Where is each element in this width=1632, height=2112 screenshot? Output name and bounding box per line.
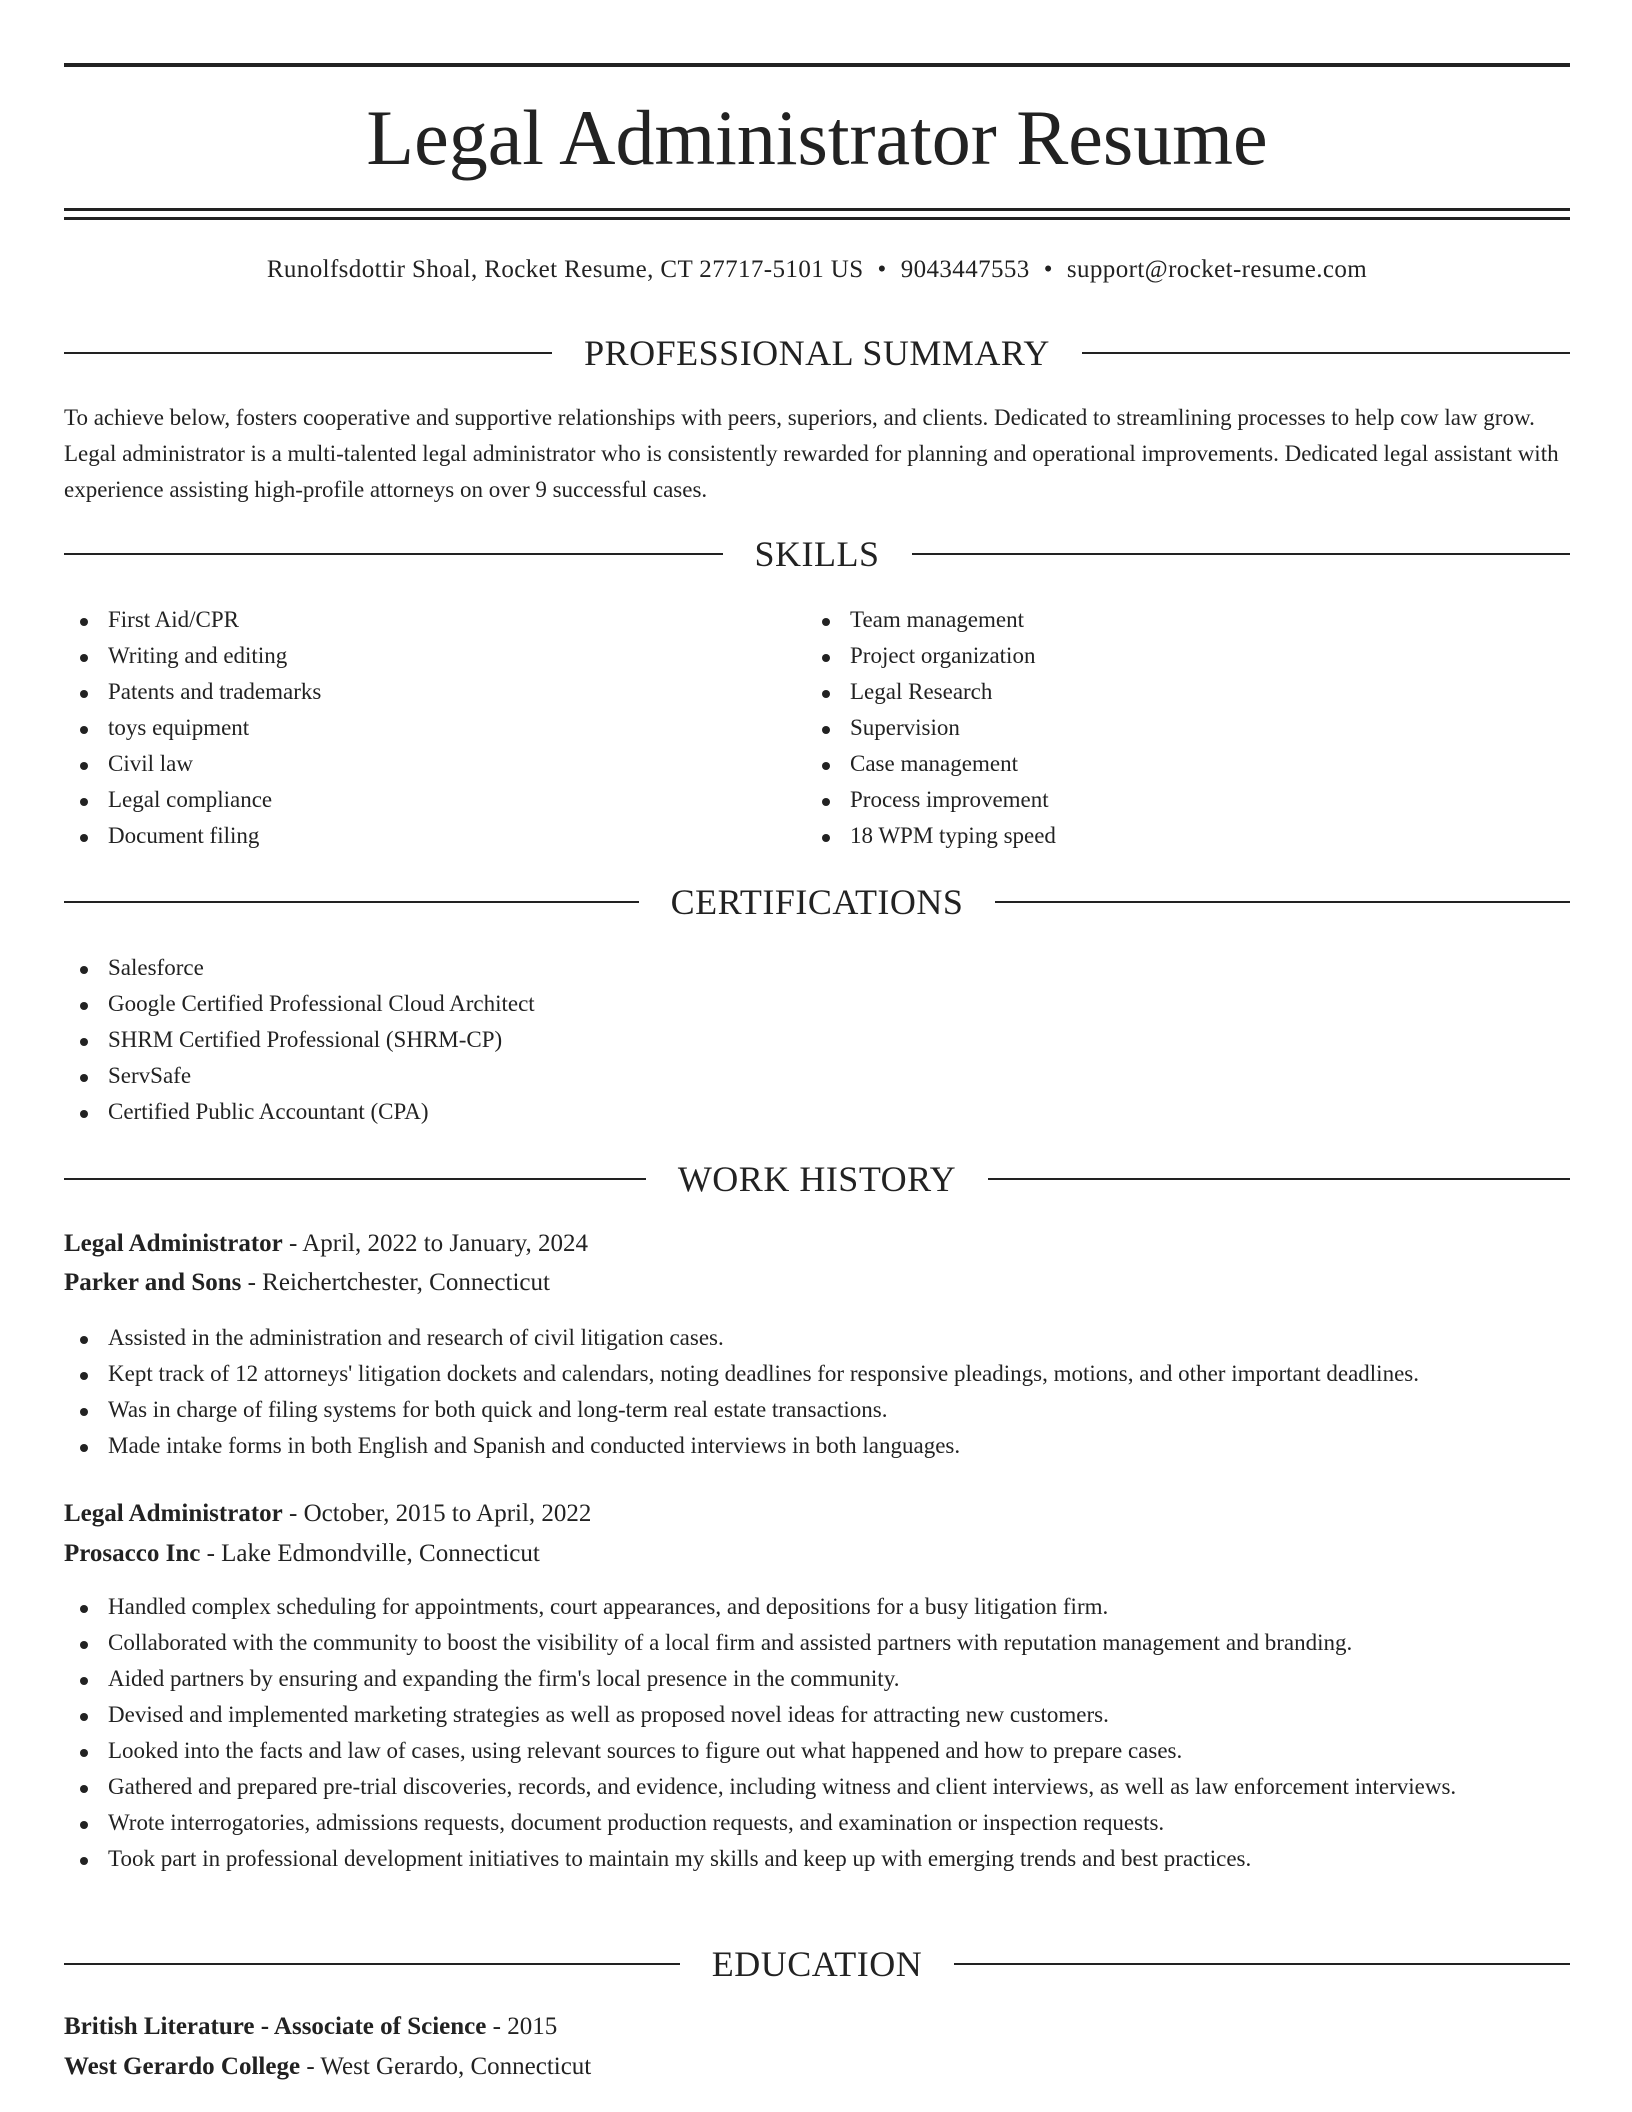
job-dates: - April, 2022 to January, 2024 xyxy=(282,1230,589,1257)
skill-item: Legal Research xyxy=(806,674,1506,710)
skill-item: Writing and editing xyxy=(64,638,764,674)
duty-item: Took part in professional development initiatives to maintain my skills and keep up with emerging trends and best practices. xyxy=(64,1841,1570,1877)
company-location: - Reichertchester, Connecticut xyxy=(241,1269,550,1296)
divider-line xyxy=(64,1178,646,1180)
education-degree-line xyxy=(64,2008,1570,2046)
skills-list-left xyxy=(64,602,764,854)
skill-item: Civil law xyxy=(64,746,764,782)
job-dates: - October, 2015 to April, 2022 xyxy=(282,1500,592,1527)
section-title: CERTIFICATIONS xyxy=(670,882,964,922)
section-title: PROFESSIONAL SUMMARY xyxy=(584,333,1050,373)
contact-address: Runolfsdottir Shoal, Rocket Resume, CT 27717-5101 US xyxy=(266,256,864,283)
skill-item: Document filing xyxy=(64,818,764,854)
job-title: Legal Administrator xyxy=(64,1500,283,1527)
duty-item: Devised and implemented marketing strategies as well as proposed novel ideas for attracting new customers. xyxy=(64,1697,1570,1733)
skill-item: Legal compliance xyxy=(64,782,764,818)
duty-item: Was in charge of filing systems for both quick and long-term real estate transactions. xyxy=(64,1392,1570,1428)
divider-line xyxy=(64,901,639,903)
header-double-rule-upper xyxy=(64,208,1570,211)
degree-name: British Literature - Associate of Science xyxy=(64,2013,487,2040)
contact-separator: • xyxy=(1043,256,1053,283)
section-title: EDUCATION xyxy=(711,1944,923,1984)
divider-line xyxy=(988,1178,1570,1180)
job-2-company-line xyxy=(64,1535,1570,1573)
certification-item: SHRM Certified Professional (SHRM-CP) xyxy=(64,1022,1570,1058)
skill-item: Case management xyxy=(806,746,1506,782)
divider-line xyxy=(64,1963,680,1965)
duty-item: Collaborated with the community to boost the visibility of a local firm and assisted partners with reputation management and branding. xyxy=(64,1625,1570,1661)
divider-line xyxy=(912,553,1571,555)
skill-item: 18 WPM typing speed xyxy=(806,818,1506,854)
duty-item: Gathered and prepared pre-trial discoveries, records, and evidence, including witness and client interviews, as well as law enforcement interviews. xyxy=(64,1769,1570,1805)
duty-item: Looked into the facts and law of cases, using relevant sources to figure out what happened and how to prepare cases. xyxy=(64,1733,1570,1769)
education-school-line xyxy=(64,2048,1570,2086)
job-1-title-line xyxy=(64,1225,1570,1263)
resume-title: Legal Administrator Resume xyxy=(366,94,1268,181)
section-heading-skills xyxy=(64,532,1570,576)
divider-line xyxy=(64,553,723,555)
certification-item: Salesforce xyxy=(64,950,1570,986)
skills-list-right xyxy=(806,602,1506,854)
duty-item: Made intake forms in both English and Spanish and conducted interviews in both languages. xyxy=(64,1428,1570,1464)
section-heading-education xyxy=(64,1942,1570,1986)
duty-item: Wrote interrogatories, admissions requests, document production requests, and examination or inspection requests. xyxy=(64,1805,1570,1841)
skill-item: Process improvement xyxy=(806,782,1506,818)
header-top-rule xyxy=(64,63,1570,67)
skill-item: Project organization xyxy=(806,638,1506,674)
certification-item: ServSafe xyxy=(64,1058,1570,1094)
skill-item: Supervision xyxy=(806,710,1506,746)
company-name: Parker and Sons xyxy=(64,1269,242,1296)
skill-item: Patents and trademarks xyxy=(64,674,764,710)
section-heading-work-history xyxy=(64,1157,1570,1201)
summary-text: To achieve below, fosters cooperative and supportive relationships with peers, superiors, and clients. Dedicated to streamlining processes to help cow law grow. Legal administrator is a multi-talented legal administrator who is consistently rewarded for planning and operational improvements. Dedicated legal assistant with experience assisting high-profile attorneys on over 9 successful cases. xyxy=(64,405,1559,502)
skill-item: Team management xyxy=(806,602,1506,638)
contact-email: support@rocket-resume.com xyxy=(1066,256,1368,283)
divider-line xyxy=(1082,352,1570,354)
divider-line xyxy=(954,1963,1570,1965)
duty-item: Assisted in the administration and research of civil litigation cases. xyxy=(64,1320,1570,1356)
job-1-company-line xyxy=(64,1264,1570,1302)
graduation-year: - 2015 xyxy=(486,2013,558,2040)
section-heading-summary xyxy=(64,331,1570,375)
duty-item: Handled complex scheduling for appointments, court appearances, and depositions for a busy litigation firm. xyxy=(64,1589,1570,1625)
section-heading-certifications xyxy=(64,880,1570,924)
skill-item: toys equipment xyxy=(64,710,764,746)
contact-phone: 9043447553 xyxy=(900,256,1030,283)
divider-line xyxy=(64,352,552,354)
duty-item: Aided partners by ensuring and expanding the firm's local presence in the community. xyxy=(64,1661,1570,1697)
job-1-duties-list xyxy=(64,1320,1570,1464)
company-name: Prosacco Inc xyxy=(64,1540,201,1567)
skill-item: First Aid/CPR xyxy=(64,602,764,638)
job-title: Legal Administrator xyxy=(64,1230,283,1257)
school-name: West Gerardo College xyxy=(64,2053,301,2080)
certification-item: Certified Public Accountant (CPA) xyxy=(64,1094,1570,1130)
section-title: SKILLS xyxy=(754,534,880,574)
job-2-duties-list xyxy=(64,1589,1570,1877)
divider-line xyxy=(995,901,1570,903)
certifications-list xyxy=(64,950,1570,1130)
section-title: WORK HISTORY xyxy=(677,1159,957,1199)
duty-item: Kept track of 12 attorneys' litigation dockets and calendars, noting deadlines for responsive pleadings, motions, and other important deadlines. xyxy=(64,1356,1570,1392)
company-location: - Lake Edmondville, Connecticut xyxy=(200,1540,540,1567)
contact-line xyxy=(64,252,1570,288)
header-double-rule-lower xyxy=(64,217,1570,220)
school-location: - West Gerardo, Connecticut xyxy=(300,2053,592,2080)
job-2-title-line xyxy=(64,1495,1570,1533)
certification-item: Google Certified Professional Cloud Architect xyxy=(64,986,1570,1022)
contact-separator: • xyxy=(877,256,887,283)
